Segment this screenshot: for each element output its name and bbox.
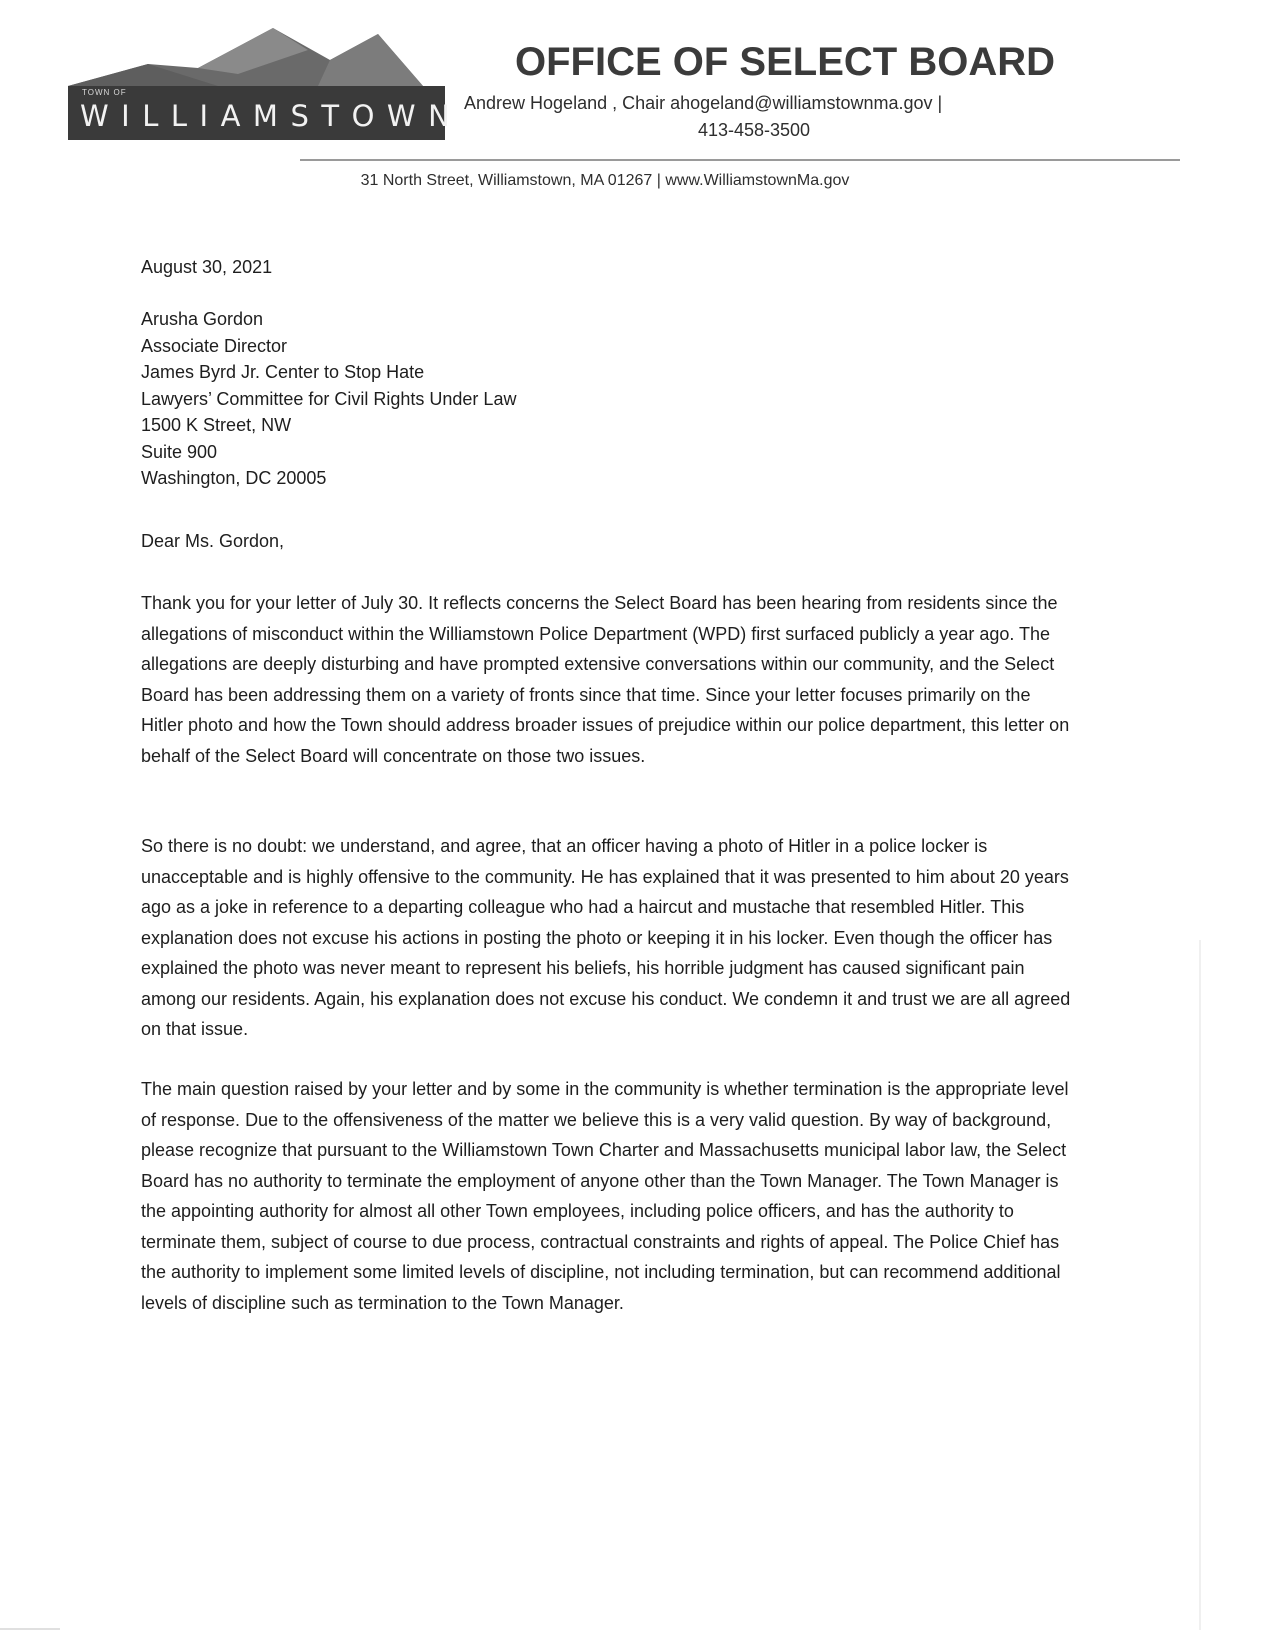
body-paragraph: The main question raised by your letter and by some in the community is whether termination is the appropriate level of response. Due to the offensiveness of the matter we believe this is a very valid question. By way of background, please recognize that pursuant to the Williamstown Town Charter and Massachusetts municipal labor law, the Select Board has no authority to terminate the employment of anyone other than the Town Manager. The Town Manager is the appointing authority for almost all other Town employees, including police officers, and has the authority to terminate them, subject of course to due process, contractual constraints and rights of appeal. The Police Chief has the authority to implement some limited levels of discipline, not including termination, but can recommend additional levels of discipline such as termination to the Town Manager. bbox=[141, 1079, 1069, 1313]
recipient-street: 1500 K Street, NW bbox=[141, 415, 292, 435]
recipient-organization-1: James Byrd Jr. Center to Stop Hate bbox=[141, 362, 425, 382]
office-phone: 413-458-3500 bbox=[697, 120, 811, 140]
recipient-name: Arusha Gordon bbox=[141, 309, 264, 329]
logo-town-of-text: TOWN OF bbox=[82, 88, 127, 97]
header-divider bbox=[300, 159, 1180, 161]
mountains-icon bbox=[68, 24, 448, 94]
body-paragraph: So there is no doubt: we understand, and agree, that an officer having a photo of Hitler in a police locker is unacceptable and is highly offensive to the community. He has explained that it was presented to him about 20 years ago as a joke in reference to a departing colleague who had a haircut and mustache that resembled Hitler. This explanation does not excuse his actions in posting the photo or keeping it in his locker. Even though the officer has explained the photo was never meant to represent his beliefs, his horrible judgment has caused significant pain among our residents. Again, his explanation does not excuse his conduct. We condemn it and trust we are all agreed on that issue. bbox=[141, 836, 1071, 1039]
letter-date: August 30, 2021 bbox=[141, 257, 273, 277]
recipient-address-block bbox=[141, 306, 1076, 492]
recipient-title: Associate Director bbox=[141, 335, 288, 356]
williamstown-logo bbox=[68, 24, 463, 142]
salutation: Dear Ms. Gordon, bbox=[141, 531, 285, 551]
chair-contact-line: Andrew Hogeland , Chair ahogeland@williamstownma.gov | bbox=[464, 93, 943, 113]
recipient-city: Washington, DC 20005 bbox=[141, 468, 327, 488]
scan-edge-artifact bbox=[0, 1628, 60, 1630]
body-paragraph: Thank you for your letter of July 30. It reflects concerns the Select Board has been hearing from residents since the allegations of misconduct within the Williamstown Police Department (WPD) first surfaced publicly a year ago. The allegations are deeply disturbing and have prompted extensive conversations within our community, and the Select Board has been addressing them on a variety of fronts since that time. Since your letter focuses primarily on the Hitler photo and how the Town should address broader issues of prejudice within our police department, this letter on behalf of the Select Board will concentrate on those two issues. bbox=[141, 593, 1070, 766]
scan-edge-artifact bbox=[1199, 940, 1201, 1630]
recipient-organization-2: Lawyers’ Committee for Civil Rights Under Law bbox=[141, 388, 517, 409]
office-address-line: 31 North Street, Williamstown, MA 01267 | www.WilliamstownMa.gov bbox=[360, 172, 850, 189]
recipient-suite: Suite 900 bbox=[141, 441, 218, 462]
logo-town-name-text: WILLIAMSTOWN bbox=[80, 99, 463, 133]
office-title: OFFICE OF SELECT BOARD bbox=[515, 40, 1055, 84]
